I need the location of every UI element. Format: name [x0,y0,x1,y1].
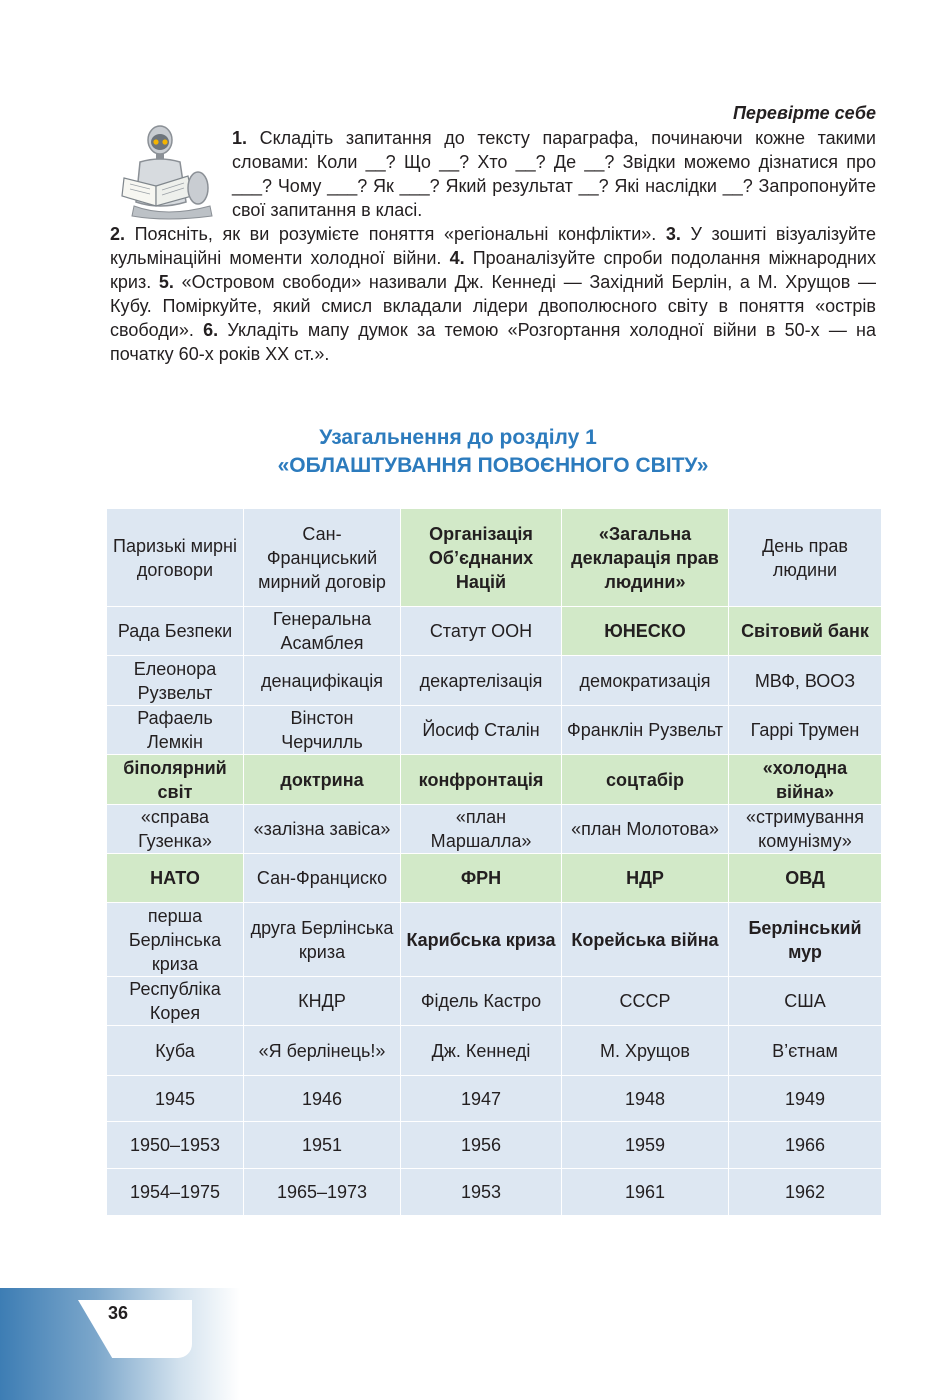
grid-row [107,1026,882,1076]
check-yourself-questions [110,126,876,366]
grid-cell: В’єтнам [729,1026,882,1076]
grid-cell: 1949 [729,1076,882,1122]
question-text: Складіть запитання до тексту параграфа, починаючи кожне такими словами: Коли __? Що __? Хто __? Де __? Звідки можемо дізнатися про ___? Чому ___? Як ___? Який результат __? Які наслідки __? Запропонуйте свої запитання в класі. [232,128,876,220]
grid-cell: Сан-Франциський мирний договір [244,509,401,607]
grid-cell-highlighted: біполярний світ [107,755,244,805]
grid-row [107,977,882,1026]
summary-title-line-2: «ОБЛАШТУВАННЯ ПОВОЄННОГО СВІТУ» [277,454,709,477]
grid-row [107,1169,882,1216]
grid-cell: Республіка Корея [107,977,244,1026]
question-number: 4. [449,248,465,268]
grid-cell: 1954–1975 [107,1169,244,1216]
grid-cell-highlighted: ОВД [729,854,882,903]
question-text: У зошиті візуалізуйте кульмінаційні моменти холодної війни. [110,224,876,268]
grid-cell: Рада Безпеки [107,607,244,656]
grid-cell: декартелізація [401,656,562,706]
grid-cell: «стримування комунізму» [729,805,882,854]
grid-cell: США [729,977,882,1026]
grid-row [107,607,882,656]
question-number: 3. [665,224,681,244]
grid-row [107,1076,882,1122]
grid-cell: 1950–1953 [107,1122,244,1169]
question-number: 2. [110,224,126,244]
grid-row [107,854,882,903]
grid-cell: Елеонора Рузвельт [107,656,244,706]
grid-cell: МВФ, ВООЗ [729,656,882,706]
grid-cell: «план Маршалла» [401,805,562,854]
grid-cell: М. Хрущов [562,1026,729,1076]
grid-cell: День прав людини [729,509,882,607]
grid-cell: 1966 [729,1122,882,1169]
grid-cell: 1961 [562,1169,729,1216]
grid-cell-highlighted: Організація Об’єднаних Націй [401,509,562,607]
grid-row [107,805,882,854]
grid-cell: Сан-Франциско [244,854,401,903]
grid-cell-highlighted: Світовий банк [729,607,882,656]
grid-cell-highlighted: конфронтація [401,755,562,805]
grid-cell: «план Молотова» [562,805,729,854]
question-text: Проаналізуйте спроби подолання міжнародних криз. [110,248,876,292]
concepts-grid [106,508,882,1216]
grid-cell-highlighted: НАТО [107,854,244,903]
grid-cell-highlighted: НДР [562,854,729,903]
grid-row [107,509,882,607]
grid-cell: Франклін Рузвельт [562,706,729,755]
grid-cell: 1956 [401,1122,562,1169]
grid-cell: СССР [562,977,729,1026]
grid-cell: 1953 [401,1169,562,1216]
questions-2-6 [110,222,876,366]
question-text: Поясніть, як ви розумієте поняття «регіональні конфлікти». [125,224,666,244]
question-number: 1. [232,128,248,148]
grid-cell: Фідель Кастро [401,977,562,1026]
question-number: 5. [158,272,174,292]
grid-row [107,1122,882,1169]
grid-cell-highlighted: ЮНЕСКО [562,607,729,656]
grid-cell: Гаррі Трумен [729,706,882,755]
grid-cell: демократизація [562,656,729,706]
grid-cell: Паризькі мирні договори [107,509,244,607]
check-yourself-heading: Перевірте себе [732,103,876,123]
grid-row [107,903,882,977]
grid-cell: перша Берлінська криза [107,903,244,977]
grid-cell: «Я берлінець!» [244,1026,401,1076]
grid-cell: Рафаель Лемкін [107,706,244,755]
grid-cell: 1946 [244,1076,401,1122]
grid-row [107,706,882,755]
grid-cell: 1962 [729,1169,882,1216]
question-1 [110,126,876,222]
grid-cell: Йосиф Сталін [401,706,562,755]
grid-cell-bold: Карибська криза [401,903,562,977]
grid-cell: «залізна завіса» [244,805,401,854]
grid-cell: Статут ООН [401,607,562,656]
grid-cell: 1959 [562,1122,729,1169]
summary-title-line-1: Узагальнення до розділу 1 [319,426,597,449]
question-number: 6. [203,320,219,340]
grid-cell: Вінстон Черчилль [244,706,401,755]
grid-cell: денацифікація [244,656,401,706]
grid-cell: 1948 [562,1076,729,1122]
grid-row [107,656,882,706]
question-text: «Островом свободи» називали Дж. Кеннеді — Західний Берлін, а М. Хрущов — Кубу. Поміркуйте, який смисл вкладали лідери двополюсного світу в поняття «острів свободи». [110,272,876,340]
grid-cell-bold: Корейська війна [562,903,729,977]
grid-cell: КНДР [244,977,401,1026]
grid-cell: Куба [107,1026,244,1076]
grid-cell: 1947 [401,1076,562,1122]
grid-cell-highlighted: «Загальна декларація прав людини» [562,509,729,607]
grid-cell: 1951 [244,1122,401,1169]
grid-row [107,755,882,805]
page-number: 36 [108,1303,129,1323]
grid-cell: 1945 [107,1076,244,1122]
grid-cell: «справа Гузенка» [107,805,244,854]
grid-cell: Дж. Кеннеді [401,1026,562,1076]
grid-cell-highlighted: соцтабір [562,755,729,805]
grid-cell: 1965–1973 [244,1169,401,1216]
grid-cell: друга Берлінська криза [244,903,401,977]
grid-cell: Генеральна Асамблея [244,607,401,656]
grid-cell-bold: Берлінський мур [729,903,882,977]
section-summary-title [110,424,876,480]
grid-cell-highlighted: доктрина [244,755,401,805]
grid-cell-highlighted: «холодна війна» [729,755,882,805]
question-text: Укладіть мапу думок за темою «Розгортання холодної війни в 50-х — на початку 60-х років XX ст.». [110,320,877,364]
grid-cell-highlighted: ФРН [401,854,562,903]
